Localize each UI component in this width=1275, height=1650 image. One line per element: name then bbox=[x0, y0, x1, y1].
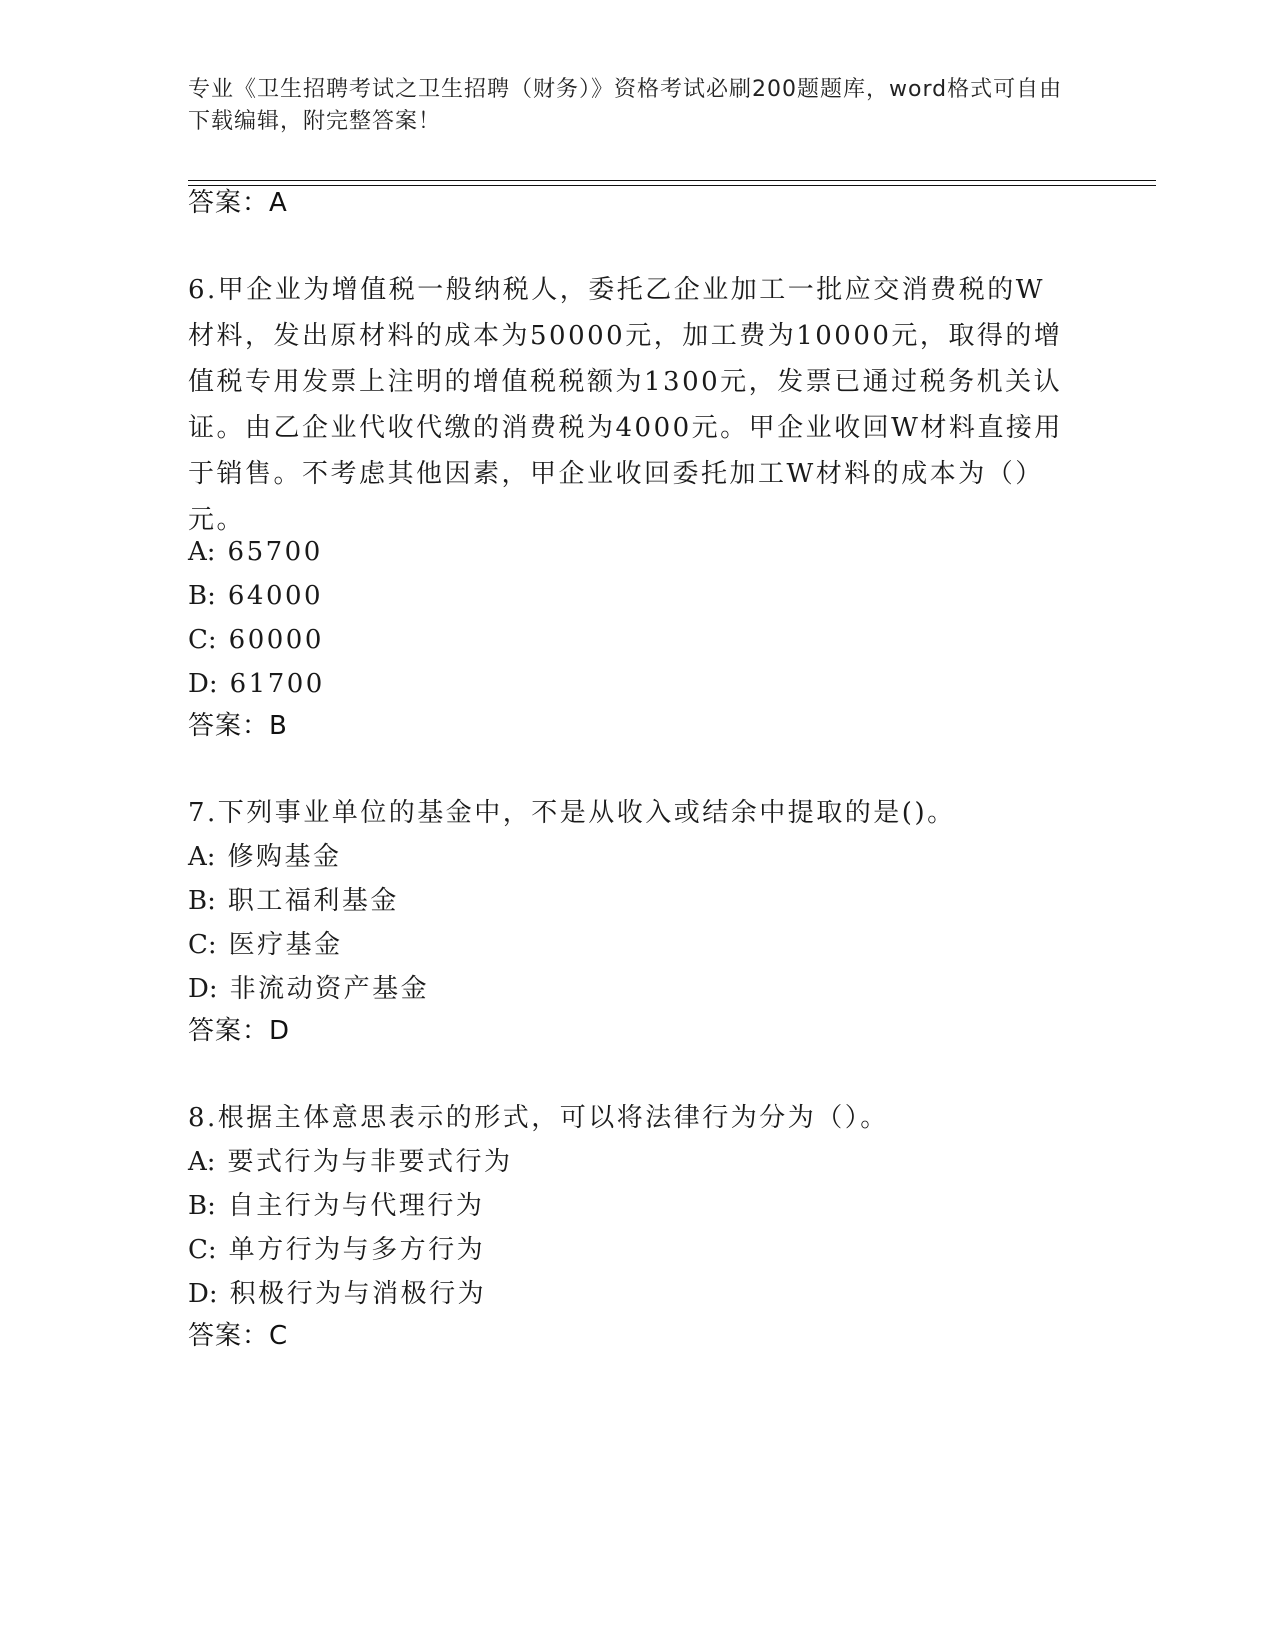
option-text: 医疗基金 bbox=[228, 930, 343, 960]
question-8-option-a bbox=[188, 1145, 513, 1179]
option-text: 职工福利基金 bbox=[227, 886, 399, 916]
option-text: 65700 bbox=[227, 537, 323, 567]
option-text: 61700 bbox=[229, 669, 325, 699]
header-rule-top bbox=[188, 180, 1156, 181]
question-8-option-d bbox=[188, 1277, 486, 1311]
question-7-option-b bbox=[188, 884, 399, 918]
option-text: 60000 bbox=[228, 625, 324, 655]
question-6-option-c bbox=[188, 623, 324, 657]
option-text: 要式行为与非要式行为 bbox=[227, 1147, 513, 1177]
option-text: 单方行为与多方行为 bbox=[228, 1235, 486, 1265]
option-label: B: bbox=[188, 581, 216, 611]
option-label: C: bbox=[188, 930, 217, 960]
document-header: 专业《卫生招聘考试之卫生招聘（财务）》资格考试必刷200题题库，word格式可自由下载编辑，附完整答案！ bbox=[188, 77, 1063, 134]
question-7-option-c bbox=[188, 928, 343, 962]
question-6-stem: 6.甲企业为增值税一般纳税人，委托乙企业加工一批应交消费税的W材料，发出原材料的成本为50000元，加工费为10000元，取得的增值税专用发票上注明的增值税税额为1300元，发票已通过税务机关认证。由乙企业代收代缴的消费税为4000元。甲企业收回W材料直接用于销售。不考虑其他因素，甲企业收回委托加工W材料的成本为（）元。 bbox=[188, 275, 1063, 535]
question-6-option-b bbox=[188, 579, 323, 613]
question-8-answer: 答案：C bbox=[188, 1321, 289, 1351]
option-text: 修购基金 bbox=[227, 842, 342, 872]
option-label: D: bbox=[188, 974, 218, 1004]
option-text: 非流动资产基金 bbox=[229, 974, 430, 1004]
option-label: B: bbox=[188, 1191, 216, 1221]
option-label: C: bbox=[188, 625, 217, 655]
question-7-answer: 答案：D bbox=[188, 1016, 291, 1046]
option-label: A: bbox=[188, 1147, 216, 1177]
option-label: A: bbox=[188, 842, 216, 872]
previous-answer: 答案：A bbox=[188, 188, 288, 218]
option-text: 64000 bbox=[227, 581, 324, 611]
question-8-option-c bbox=[188, 1233, 485, 1267]
header-rule-bottom bbox=[188, 185, 1156, 186]
option-label: D: bbox=[188, 1279, 218, 1309]
question-7-option-d bbox=[188, 972, 429, 1006]
question-7-stem: 7.下列事业单位的基金中，不是从收入或结余中提取的是()。 bbox=[188, 798, 956, 828]
option-label: A: bbox=[188, 537, 216, 567]
option-label: D: bbox=[188, 669, 218, 699]
question-6-answer: 答案：B bbox=[188, 711, 288, 741]
question-6-option-a bbox=[188, 535, 323, 569]
question-6-option-d bbox=[188, 667, 325, 701]
option-label: C: bbox=[188, 1235, 217, 1265]
question-8-option-b bbox=[188, 1189, 484, 1223]
question-8-stem: 8.根据主体意思表示的形式，可以将法律行为分为（）。 bbox=[188, 1103, 889, 1133]
option-text: 积极行为与消极行为 bbox=[229, 1279, 487, 1309]
option-text: 自主行为与代理行为 bbox=[227, 1191, 485, 1221]
option-label: B: bbox=[188, 886, 216, 916]
question-7-option-a bbox=[188, 840, 342, 874]
